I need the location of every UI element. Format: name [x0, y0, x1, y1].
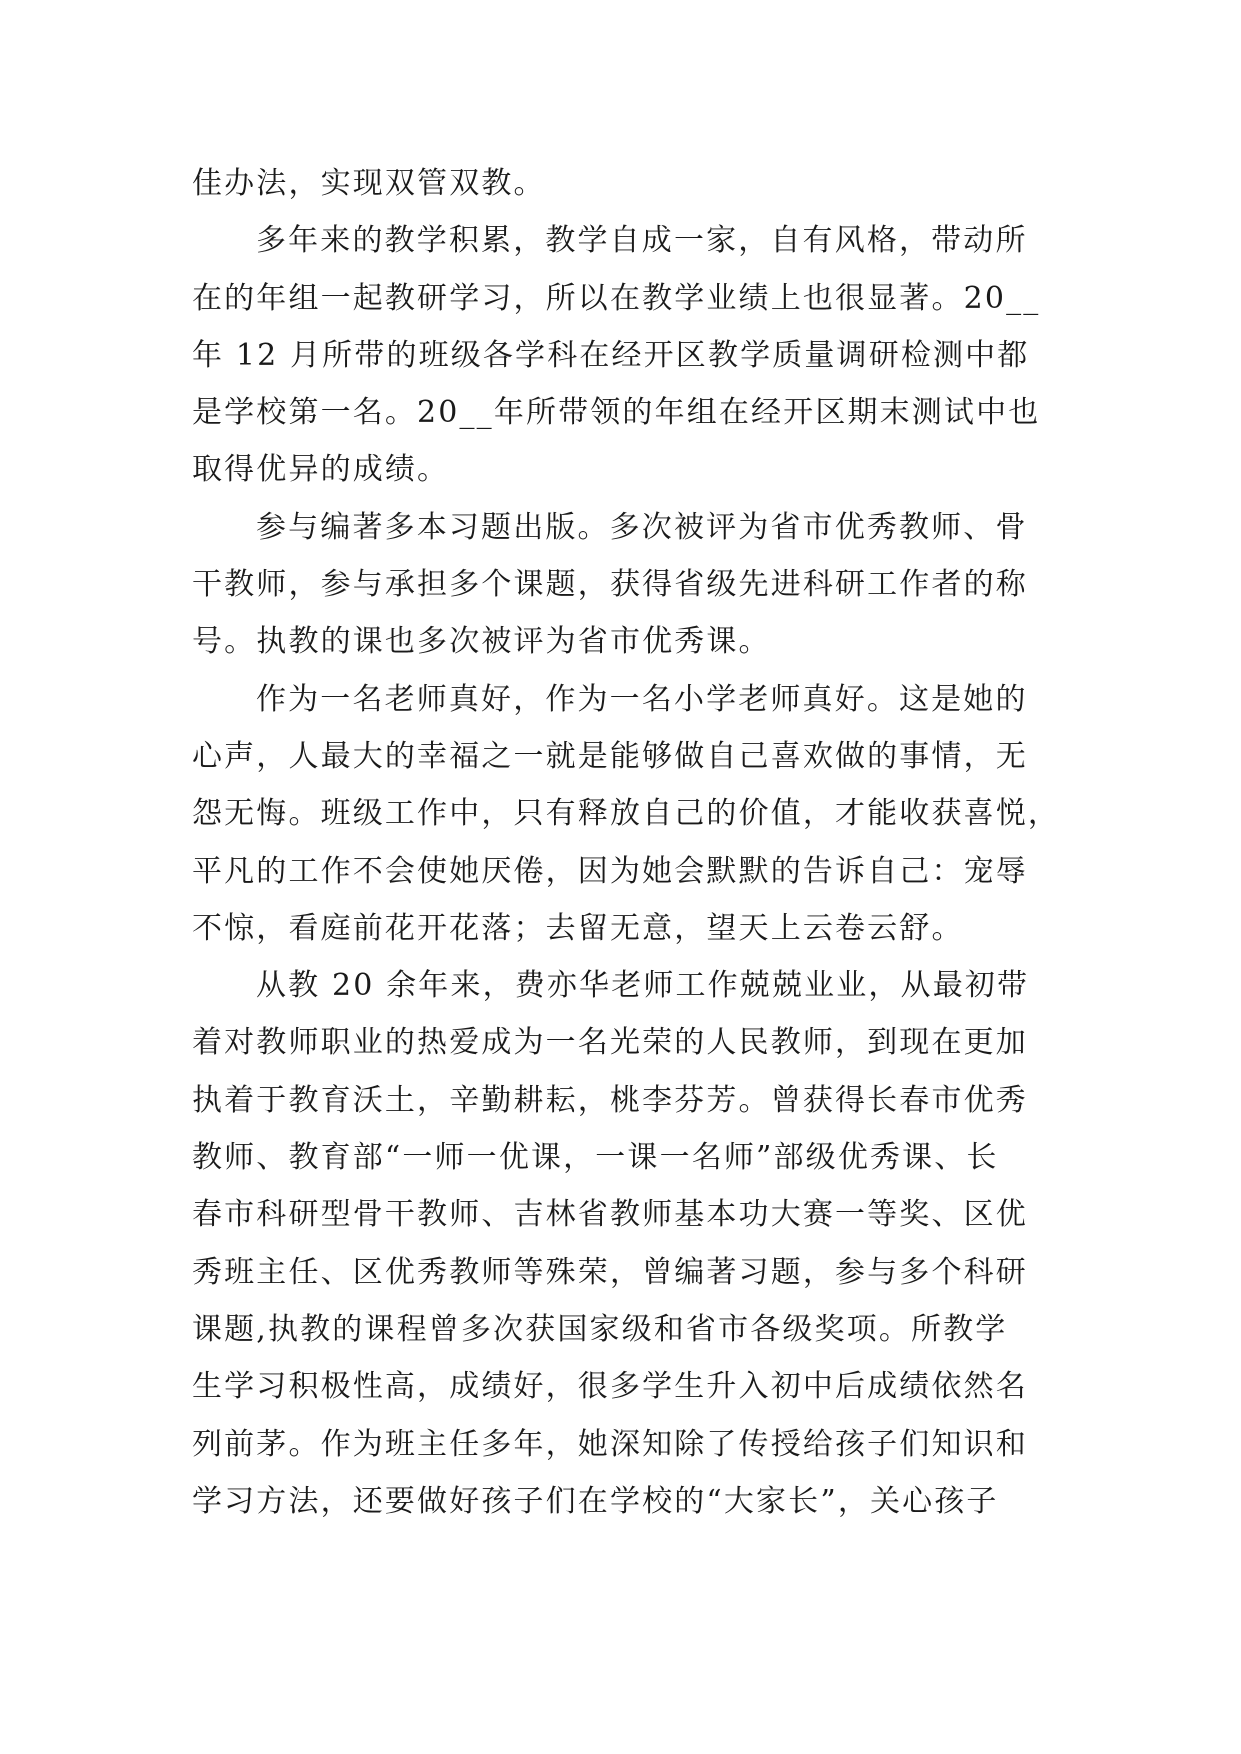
text-line: 佳办法，实现双管双教。 — [192, 166, 546, 201]
paragraph-start-line: 作为一名老师真好，作为一名小学老师真好。这是她的 — [256, 681, 1028, 717]
text-line: 平凡的工作不会使她厌倦，因为她会默默的告诉自己：宠辱 — [192, 853, 1028, 889]
text-line: 是学校第一名。20__年所带领的年组在经开区期末测试中也 — [192, 395, 1041, 431]
document-body — [192, 155, 1061, 1530]
text-line: 学习方法，还要做好孩子们在学校的“大家长”，关心孩子 — [192, 1483, 999, 1519]
text-line: 取得优异的成绩。 — [192, 452, 450, 488]
text-line: 教师、教育部“一师一优课，一课一名师”部级优秀课、长 — [192, 1140, 999, 1176]
text-line: 不惊，看庭前花开花落；去留无意，望天上云卷云舒。 — [192, 910, 964, 946]
text-line: 春市科研型骨干教师、吉林省教师基本功大赛一等奖、区优 — [192, 1197, 1028, 1233]
text-line: 列前茅。作为班主任多年，她深知除了传授给孩子们知识和 — [192, 1426, 1028, 1462]
text-line: 生学习积极性高，成绩好，很多学生升入初中后成绩依然名 — [192, 1369, 1028, 1405]
text-line: 执着于教育沃土，辛勤耕耘，桃李芬芳。曾获得长春市优秀 — [192, 1082, 1028, 1118]
paragraph-start-line: 从教 20 余年来，费亦华老师工作兢兢业业，从最初带 — [256, 968, 1030, 1004]
text-line: 年 12 月所带的班级各学科在经开区教学质量调研检测中都 — [192, 337, 1030, 373]
text-line: 课题,执教的课程曾多次获国家级和省市各级奖项。所教学 — [192, 1311, 1008, 1347]
text-line: 在的年组一起教研学习，所以在教学业绩上也很显著。20__ — [192, 280, 1041, 316]
text-line: 秀班主任、区优秀教师等殊荣，曾编著习题，参与多个科研 — [192, 1254, 1028, 1290]
text-line: 干教师，参与承担多个课题，获得省级先进科研工作者的称 — [192, 567, 1028, 603]
text-line: 心声，人最大的幸福之一就是能够做自己喜欢做的事情，无 — [192, 738, 1028, 774]
text-line: 着对教师职业的热爱成为一名光荣的人民教师，到现在更加 — [192, 1025, 1028, 1061]
text-line: 怨无悔。班级工作中，只有释放自己的价值，才能收获喜悦， — [192, 796, 1061, 832]
paragraph-start-line: 参与编著多本习题出版。多次被评为省市优秀教师、骨 — [256, 509, 1028, 545]
text-line: 号。执教的课也多次被评为省市优秀课。 — [192, 624, 771, 660]
paragraph-start-line: 多年来的教学积累，教学自成一家，自有风格，带动所 — [256, 223, 1028, 259]
